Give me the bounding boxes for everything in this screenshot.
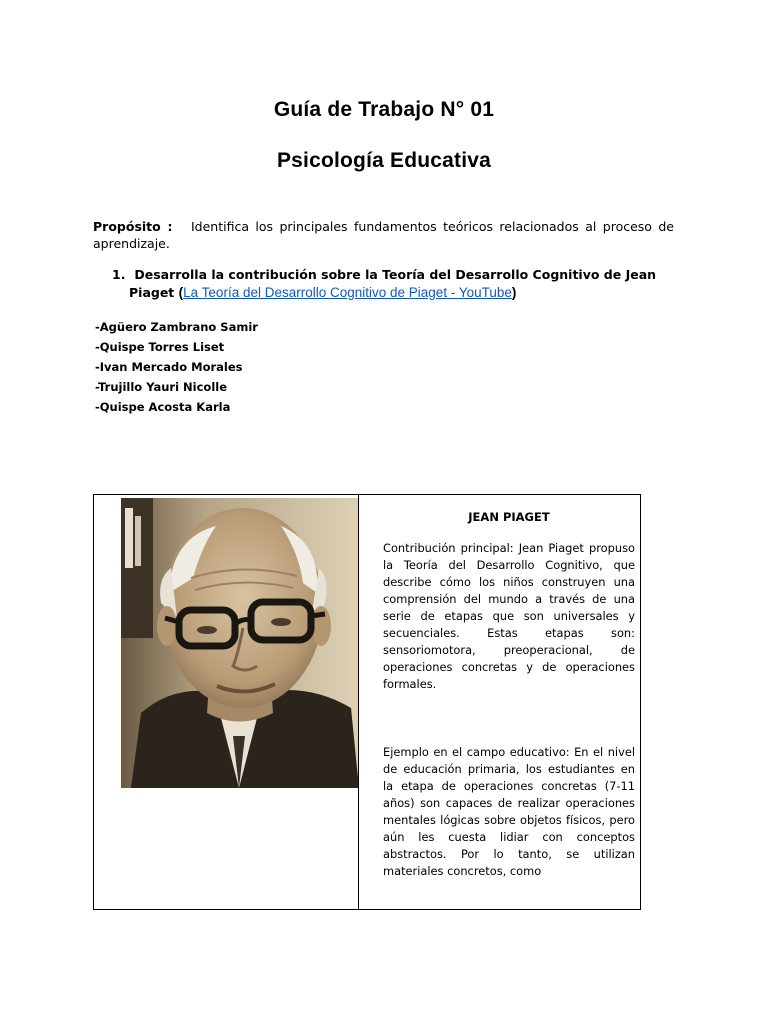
close-paren: ) [511,285,517,300]
task-number: 1. [112,267,126,282]
list-item: -Trujillo Yauri Nicolle [95,380,227,394]
task-item [112,266,674,302]
purpose-label: Propósito : [93,219,173,234]
example-paragraph: Ejemplo en el campo educativo: En el nivel de educación primaria, los estudiantes en la etapa de operaciones concretas (7-11 años) son capaces de realizar operaciones mentales lógicas sobre objetos físicos, pero aún les cuesta lidiar con conceptos abstractos. Por lo tanto, se utilizan materiales concretos, como [383,745,635,878]
page-title: Guía de Trabajo N° 01 [273,98,495,121]
purpose-text: Identifica los principales fundamentos teóricos relacionados al proceso de aprendizaje. [93,219,674,251]
member-list [95,317,258,417]
task-text-continued [112,284,674,302]
piaget-table [93,494,641,910]
list-item: -Ivan Mercado Morales [95,360,243,374]
list-item: -Agüero Zambrano Samir [95,320,258,334]
list-item: -Quispe Torres Liset [95,340,225,354]
open-paren: ( [178,285,184,300]
purpose-paragraph [93,218,674,252]
card-heading: JEAN PIAGET [468,510,550,524]
contribution-paragraph: Contribución principal: Jean Piaget propuso la Teoría del Desarrollo Cognitivo, que describe cómo los niños construyen una comprensión del mundo a través de una serie de etapas que son universales y secuenciales. Estas etapas son: sensoriomotora, preoperacional, de operaciones concretas y de operaciones formales. [383,541,635,691]
portrait-photo [121,498,359,788]
list-item: -Quispe Acosta Karla [95,400,231,414]
page-subtitle: Psicología Educativa [276,149,492,172]
task-text: Desarrolla la contribución sobre la Teoría del Desarrollo Cognitivo de Jean [134,267,657,282]
youtube-link[interactable]: La Teoría del Desarrollo Cognitivo de Piaget - YouTube [183,285,512,300]
column-divider [358,495,359,909]
task-text-line2: Piaget [129,285,175,300]
description-cell [383,509,635,907]
